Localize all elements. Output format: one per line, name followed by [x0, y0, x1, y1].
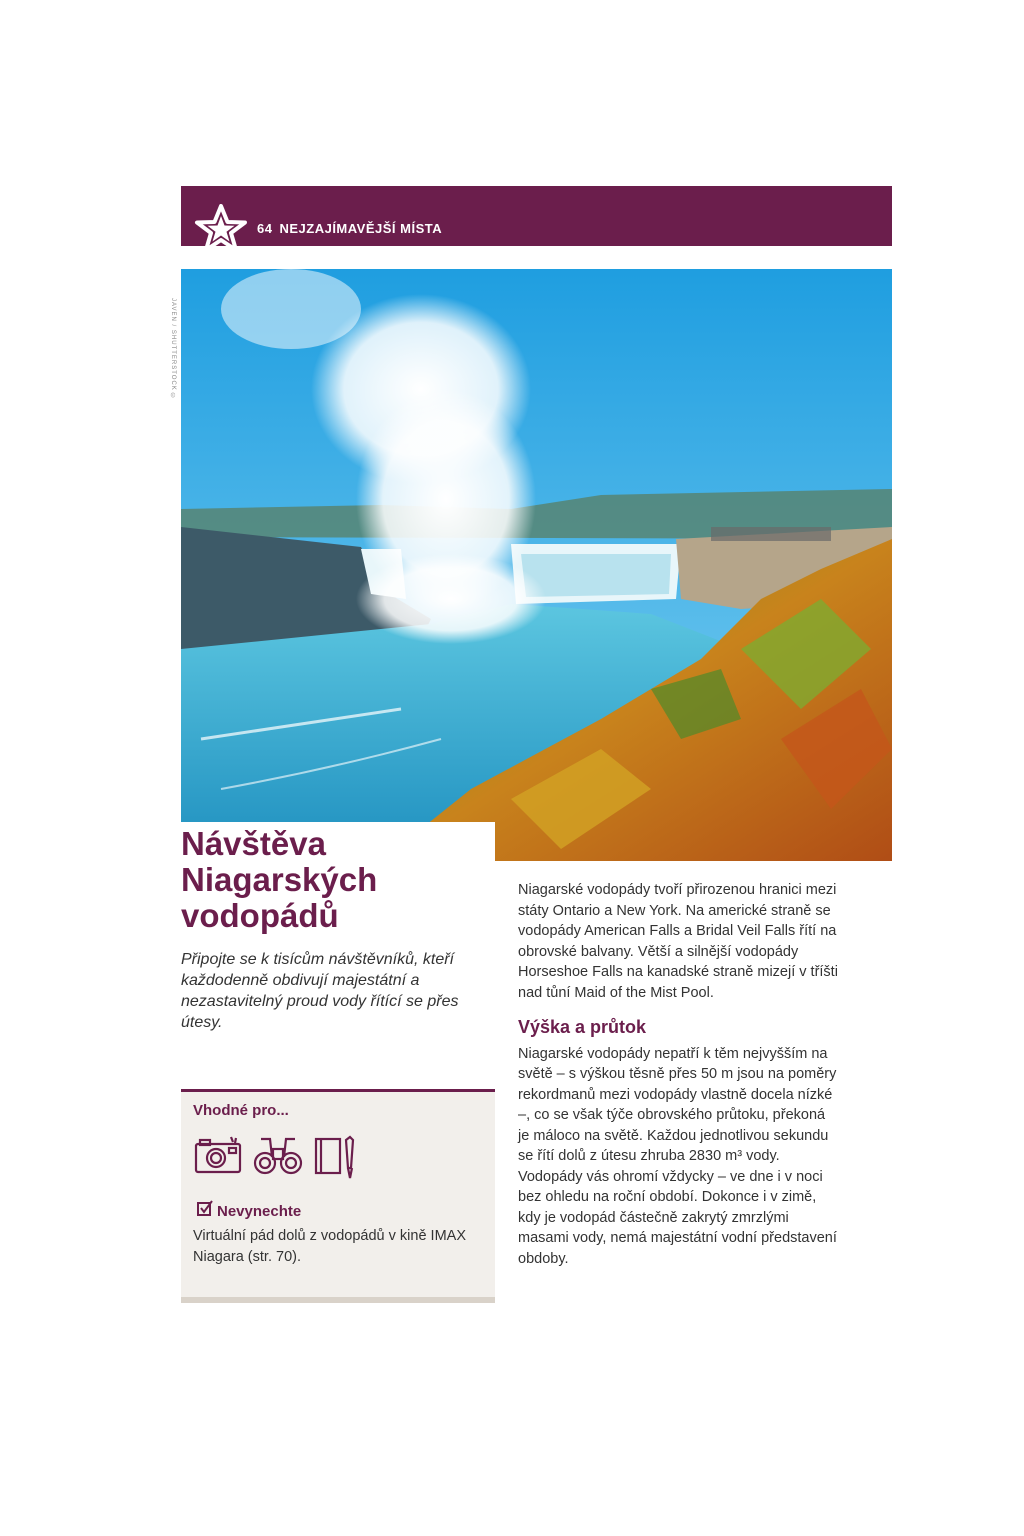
checkbox-icon: [197, 1200, 217, 1220]
good-for-heading: Vhodné pro...: [193, 1102, 289, 1119]
body-paragraph: Niagarské vodopády nepatří k těm nejvyšším na světě – s výškou těsně přes 50 m jsou na poměry rekordmanů mezi vodopády vlastně docela nízké –, co se však týče obrovského průtoku, překoná je máloco na světě. Každou jednotlivou sekundu se řítí dolů z útesu zhruba 2830 m³ vody. Vodopády vás ohromí vždycky – ve dne i v noci bez ohledu na roční období. Dokonce i v zimě, kdy je vodopád částečně zakrytý zmrzlými masami vody, nemá majestátní vodní představení obdoby.: [518, 1045, 837, 1267]
star-icon: [193, 204, 249, 254]
article-body: [518, 880, 838, 1269]
article-title: [181, 826, 493, 934]
section-header-bar: [181, 186, 892, 246]
section-header: [257, 221, 442, 236]
intro-paragraph: Niagarské vodopády tvoří přirozenou hranici mezi státy Ontario a New York. Na americké straně se vodopády American Falls a Bridal Veil Falls řítí na obrovské balvany. Větší a silnější vodopády Horseshoe Falls na kanadské straně mizejí v tříšti nad tůní Maid of the Mist Pool.: [518, 882, 838, 1001]
title-line: Návštěva: [181, 825, 326, 862]
article-lead: Připojte se k tisícům návštěvníků, kteří každodenně obdivují majestátní a nezastavitelný proud vody řítící se přes útesy.: [181, 951, 459, 1031]
photo-credit: JAVEN / SHUTTERSTOCK ©: [170, 298, 176, 401]
page-number: 64: [257, 221, 273, 236]
info-box: [181, 1089, 495, 1303]
binoculars-icon: [252, 1135, 304, 1175]
must-see-text: Virtuální pád dolů z vodopádů v kině IMAX Niagara (str. 70).: [193, 1228, 466, 1265]
title-line: vodopádů: [181, 897, 339, 934]
subheading: Výška a průtok: [518, 1017, 647, 1037]
section-title: NEJZAJÍMAVĚJŠÍ MÍSTA: [279, 221, 443, 236]
sketchbook-icon: [314, 1135, 358, 1181]
title-line: Niagarských: [181, 861, 378, 898]
niagara-falls-photo: [181, 269, 892, 861]
camera-icon: [194, 1135, 242, 1175]
must-see-label: Nevynechte: [217, 1203, 302, 1220]
must-see-heading: [197, 1200, 301, 1220]
